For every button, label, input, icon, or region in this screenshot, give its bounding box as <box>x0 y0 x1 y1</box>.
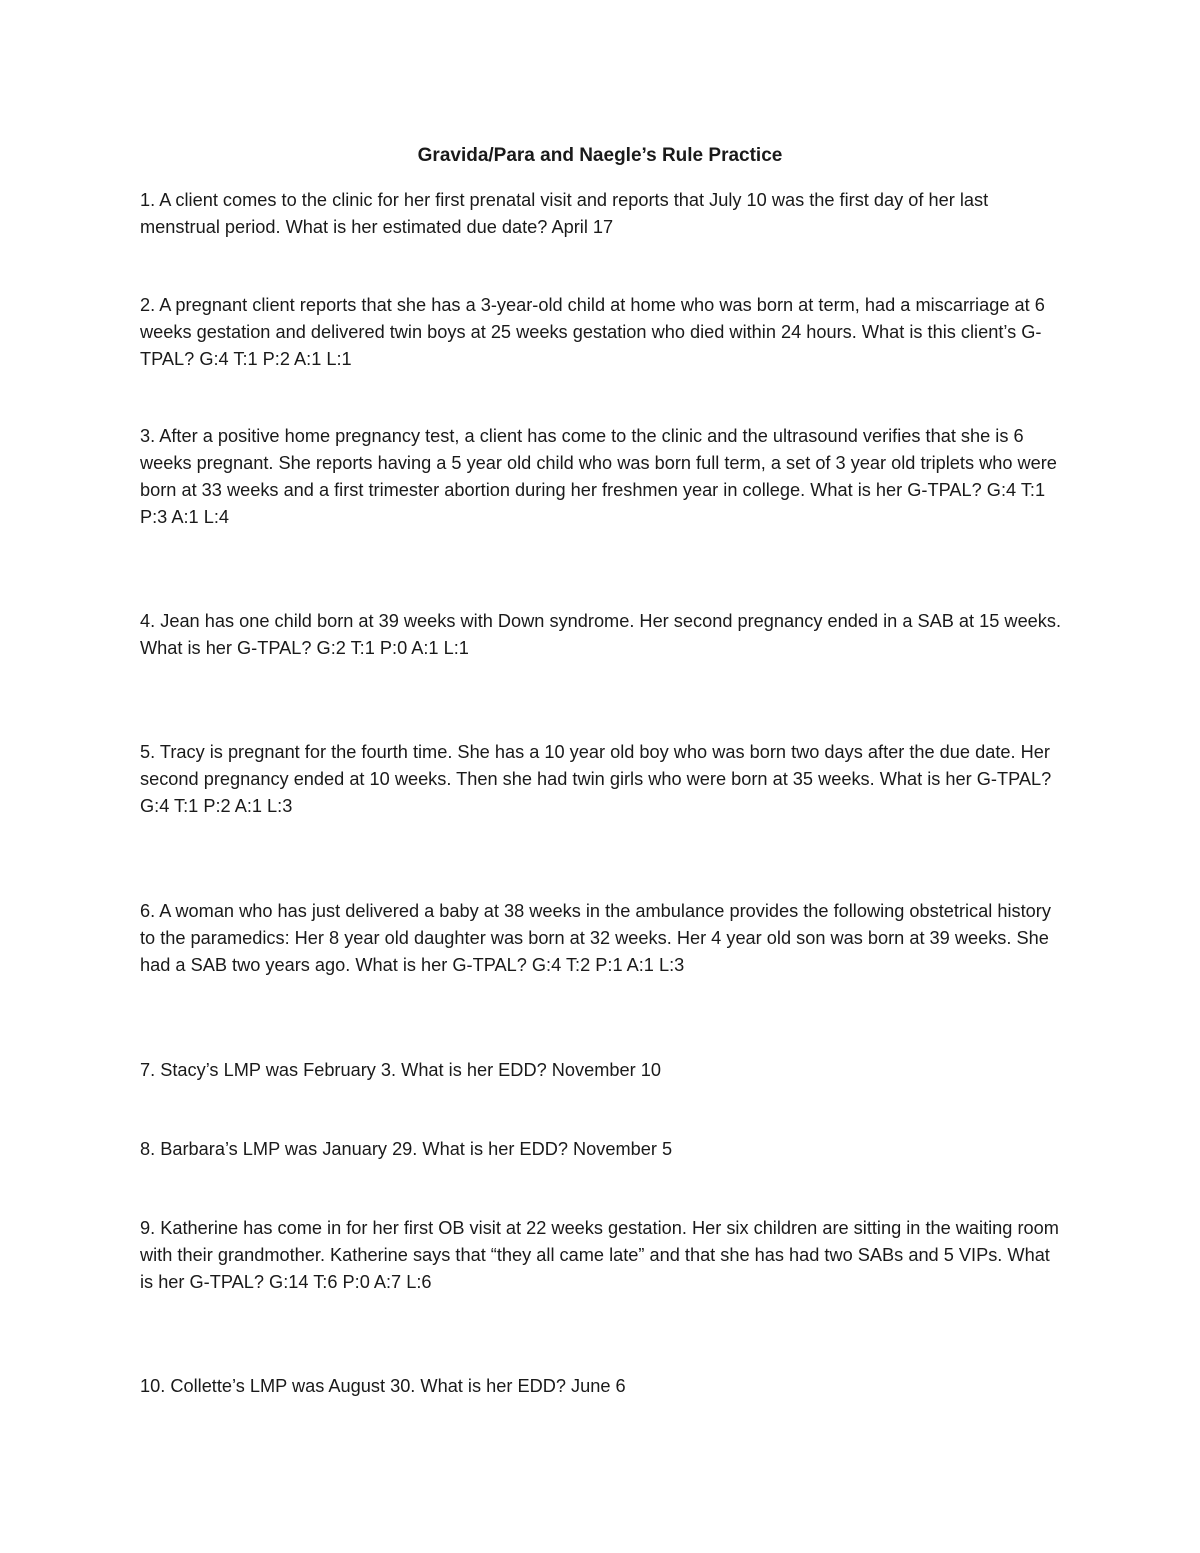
question-number: 1. <box>140 190 156 210</box>
question-text: A client comes to the clinic for her first prenatal visit and reports that July 10 was the first day of her last menstrual period. What is her estimated due date? <box>140 190 989 237</box>
question-answer: G:2 T:1 P:0 A:1 L:1 <box>316 638 469 658</box>
page-title: Gravida/Para and Naegle’s Rule Practice <box>417 145 783 166</box>
question-10 <box>140 1373 1065 1400</box>
question-1 <box>140 187 1065 241</box>
question-number: 2. <box>140 295 156 315</box>
question-number: 10. <box>140 1376 166 1396</box>
question-answer: G:4 T:1 P:2 A:1 L:3 <box>140 796 293 816</box>
question-8 <box>140 1136 1065 1163</box>
question-answer: G:4 T:1 P:2 A:1 L:1 <box>199 349 352 369</box>
question-6 <box>140 898 1065 979</box>
question-3 <box>140 423 1065 531</box>
question-answer: G:4 T:1 P:3 A:1 L:4 <box>140 480 1046 527</box>
question-text: A pregnant client reports that she has a 3-year-old child at home who was born at term, had a miscarriage at 6 weeks gestation and delivered twin boys at 25 weeks gestation who died within 24 hours. What is this client’s G-TPAL? <box>140 295 1045 369</box>
question-answer: November 10 <box>551 1060 661 1080</box>
question-text: Jean has one child born at 39 weeks with Down syndrome. Her second pregnancy ended in a SAB at 15 weeks. What is her G-TPAL? <box>140 611 1062 658</box>
question-number: 3. <box>140 426 156 446</box>
question-answer: November 5 <box>573 1139 673 1159</box>
question-text: Collette’s LMP was August 30. What is her EDD? <box>170 1376 566 1396</box>
question-7 <box>140 1057 1065 1084</box>
question-9 <box>140 1215 1065 1296</box>
question-4 <box>140 608 1065 662</box>
question-text: A woman who has just delivered a baby at 38 weeks in the ambulance provides the following obstetrical history to the paramedics: Her 8 year old daughter was born at 32 weeks. Her 4 year old son was born at 39 weeks. She had a SAB two years ago. What is her G-TPAL? <box>140 901 1051 975</box>
question-2 <box>140 292 1065 373</box>
question-text: Barbara’s LMP was January 29. What is her EDD? <box>160 1139 568 1159</box>
question-5 <box>140 739 1065 820</box>
question-text: Tracy is pregnant for the fourth time. She has a 10 year old boy who was born two days after the due date. Her second pregnancy ended at 10 weeks. Then she had twin girls who were born at 35 weeks. What is her G-TPAL? <box>140 742 1052 789</box>
question-number: 7. <box>140 1060 156 1080</box>
question-number: 5. <box>140 742 156 762</box>
question-text: After a positive home pregnancy test, a client has come to the clinic and the ultrasound verifies that she is 6 weeks pregnant. She reports having a 5 year old child who was born full term, a set of 3 year old triplets who were born at 33 weeks and a first trimester abortion during her freshmen year in college. What is her G-TPAL? <box>140 426 1057 500</box>
question-number: 6. <box>140 901 156 921</box>
question-number: 9. <box>140 1218 156 1238</box>
question-text: Stacy’s LMP was February 3. What is her EDD? <box>160 1060 547 1080</box>
question-text: Katherine has come in for her first OB visit at 22 weeks gestation. Her six children are sitting in the waiting room with their grandmother. Katherine says that “they all came late” and that she has had two SABs and 5 VIPs. What is her G-TPAL? <box>140 1218 1059 1292</box>
question-answer: April 17 <box>551 217 614 237</box>
question-answer: G:14 T:6 P:0 A:7 L:6 <box>269 1272 432 1292</box>
question-number: 8. <box>140 1139 156 1159</box>
question-answer: June 6 <box>571 1376 626 1396</box>
question-answer: G:4 T:2 P:1 A:1 L:3 <box>531 955 685 975</box>
question-number: 4. <box>140 611 156 631</box>
